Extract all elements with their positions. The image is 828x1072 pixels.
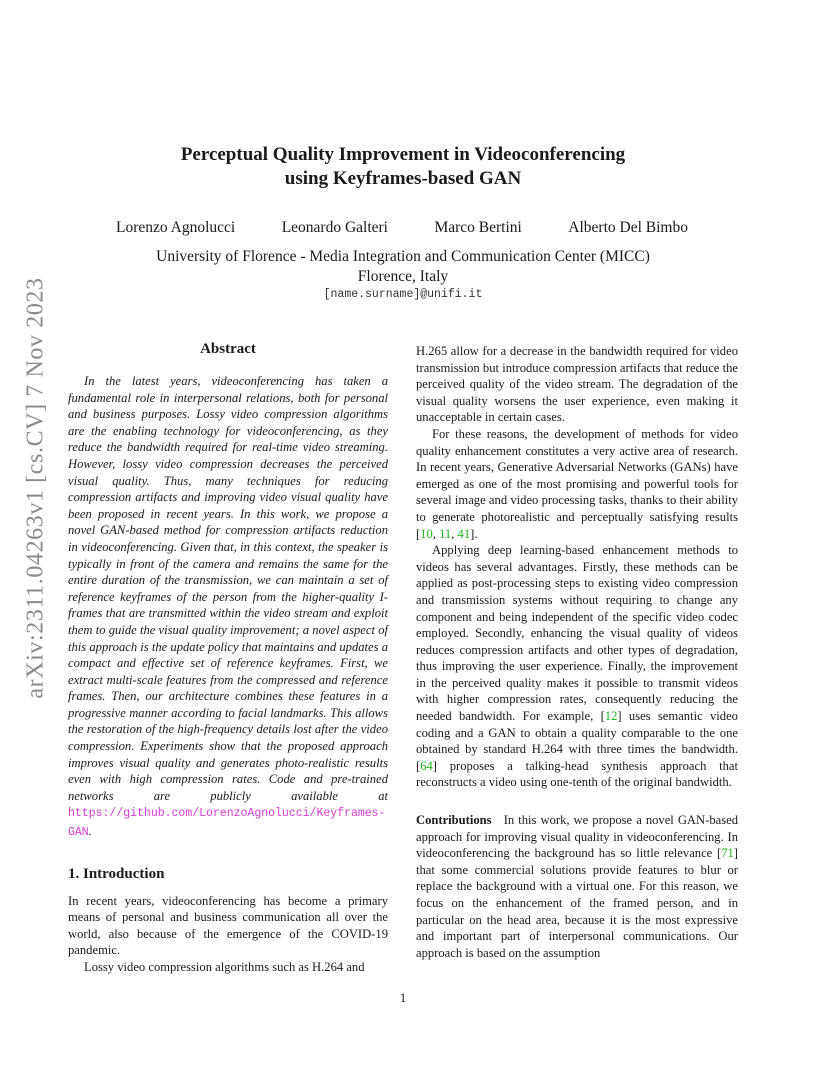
author-email: [name.surname]@unifi.it xyxy=(323,288,483,301)
paragraph-text: In this work, we propose a novel GAN-based approach for improving visual quality in videoconferencing. In videoconferencing the background has so little relevance [ xyxy=(416,813,738,861)
abstract-text xyxy=(68,373,388,842)
paragraph-text: ] proposes a talking-head synthesis approach that reconstructs a video using one-tenth of the original bandwidth. xyxy=(416,758,738,790)
author-name: Leonardo Galteri xyxy=(281,219,388,236)
title-line-1: Perceptual Quality Improvement in Videoconferencing xyxy=(180,144,626,165)
author-name: Marco Bertini xyxy=(434,219,522,236)
right-paragraph-1: H.265 allow for a decrease in the bandwidth required for video transmission but introduce compression artifacts that reduce the perceived quality of the video stream. The degradation of the visual quality worsens the user experience, even making it unacceptable in certain cases. xyxy=(416,344,738,425)
citation-link[interactable]: 71 xyxy=(721,846,734,861)
abstract-heading: Abstract xyxy=(200,341,256,357)
page-number: 1 xyxy=(399,991,407,1005)
contributions-paragraph xyxy=(416,812,738,961)
citation-link[interactable]: 11 xyxy=(439,526,452,541)
paragraph-text: ] that some commercial solutions provide features to blur or replace the background with a virtual one. For this reason, we focus on the enhancement of the framed person, and in particular on the head area, because it is the most expressive and important part of interpersonal communications. Our approach is based on the assumption xyxy=(416,846,738,960)
citation-link[interactable]: 41 xyxy=(457,526,471,541)
intro-paragraph-1: In recent years, videoconferencing has become a primary means of personal and business communication all over the world, also because of the emergence of the COVID-19 pandemic. xyxy=(68,893,388,958)
paper-title xyxy=(0,143,806,191)
citation-link[interactable]: 12 xyxy=(604,709,618,724)
code-repository-link[interactable]: https://github.com/LorenzoAgnolucci/Keyframes-GAN xyxy=(68,807,386,840)
author-list xyxy=(116,219,688,237)
left-column xyxy=(68,339,388,976)
author-name: Lorenzo Agnolucci xyxy=(116,219,236,236)
paragraph-text: Applying deep learning-based enhancement methods to videos has several advantages. Firstly, these methods can be applied as post-processing steps to existing video compression and transmission systems without requiring to change any component and being independent of the specific video codec employed. Secondly, enhancing the visual quality of videos reduces compression artifacts and other types of degradation, thus improving the user experience. Finally, the improvement in the perceived quality makes it possible to transmit videos with higher compression rates, consequently reducing the needed bandwidth. For example, [ xyxy=(416,543,738,724)
affiliation-line-1: University of Florence - Media Integration and Communication Center (MICC) xyxy=(156,248,650,265)
right-column xyxy=(416,343,738,961)
paragraph-text: For these reasons, the development of methods for video quality enhancement constitutes a very active area of research. In recent years, Generative Adversarial Networks (GANs) have emerged as one of the most promising and powerful tools for several image and video processing tasks, thanks to their ability to generate photorealistic and perceptually satisfying results [ xyxy=(416,426,738,541)
abstract-body: In the latest years, videoconferencing has taken a fundamental role in interpersonal relations, both for personal and business purposes. Lossy video compression algorithms are the enabling technology for videoconferencing, as they reduce the bandwidth required for real-time video streaming. However, lossy video compression decreases the perceived visual quality. Thus, many techniques for reducing compression artifacts and improving video visual quality have been proposed in recent years. In this work, we propose a novel GAN-based method for compression artifacts reduction in videoconferencing. Given that, in this context, the speaker is typically in front of the camera and remains the same for the entire duration of the transmission, we can maintain a set of reference keyframes of the person from the higher-quality I-frames that are transmitted within the video stream and exploit them to guide the visual quality improvement; a novel aspect of this approach is the update policy that maintains and updates a compact and effective set of reference keyframes. First, we extract multi-scale features from the compressed and reference frames. Then, our architecture combines these features in a progressive manner according to facial landmarks. This allows the restoration of the high-frequency details lost after the video compression. Experiments show that the proposed approach improves visual quality and generates photo-realistic results even with high compression rates. Code and pre-trained networks are publicly available at xyxy=(68,374,388,803)
citation-link[interactable]: 64 xyxy=(420,758,433,773)
arxiv-identifier-text: arXiv:2311.04263v1 [cs.CV] 7 Nov 2023 xyxy=(22,277,49,699)
intro-paragraph-2: Lossy video compression algorithms such as H.264 and xyxy=(84,960,365,974)
paragraph-text: ]. xyxy=(470,526,478,541)
arxiv-identifier xyxy=(18,277,54,699)
affiliation-line-2: Florence, Italy xyxy=(357,268,449,285)
section-heading-introduction: 1. Introduction xyxy=(68,865,165,882)
citation-link[interactable]: 10 xyxy=(420,526,433,541)
right-paragraph-2: For these reasons, the development of methods for video quality enhancement constitutes a very active area of research. In recent years, Generative Adversarial Networks (GANs) have emerged as one of the most promising and powerful tools for several image and video processing tasks, thanks to their ability to generate photorealistic and perceptually satisfying results [10, 11, 41]. xyxy=(416,426,738,541)
paragraph-text: ] uses semantic video coding and a GAN to obtain a quality comparable to the one obtained by standard H.264 with three times the bandwidth. [ xyxy=(416,709,738,773)
contributions-heading: Contributions xyxy=(416,813,492,828)
abstract-end: . xyxy=(88,824,92,839)
right-paragraph-3 xyxy=(416,542,738,791)
author-name: Alberto Del Bimbo xyxy=(568,219,688,236)
title-line-2: using Keyframes-based GAN xyxy=(284,168,522,189)
affiliation xyxy=(0,247,806,287)
